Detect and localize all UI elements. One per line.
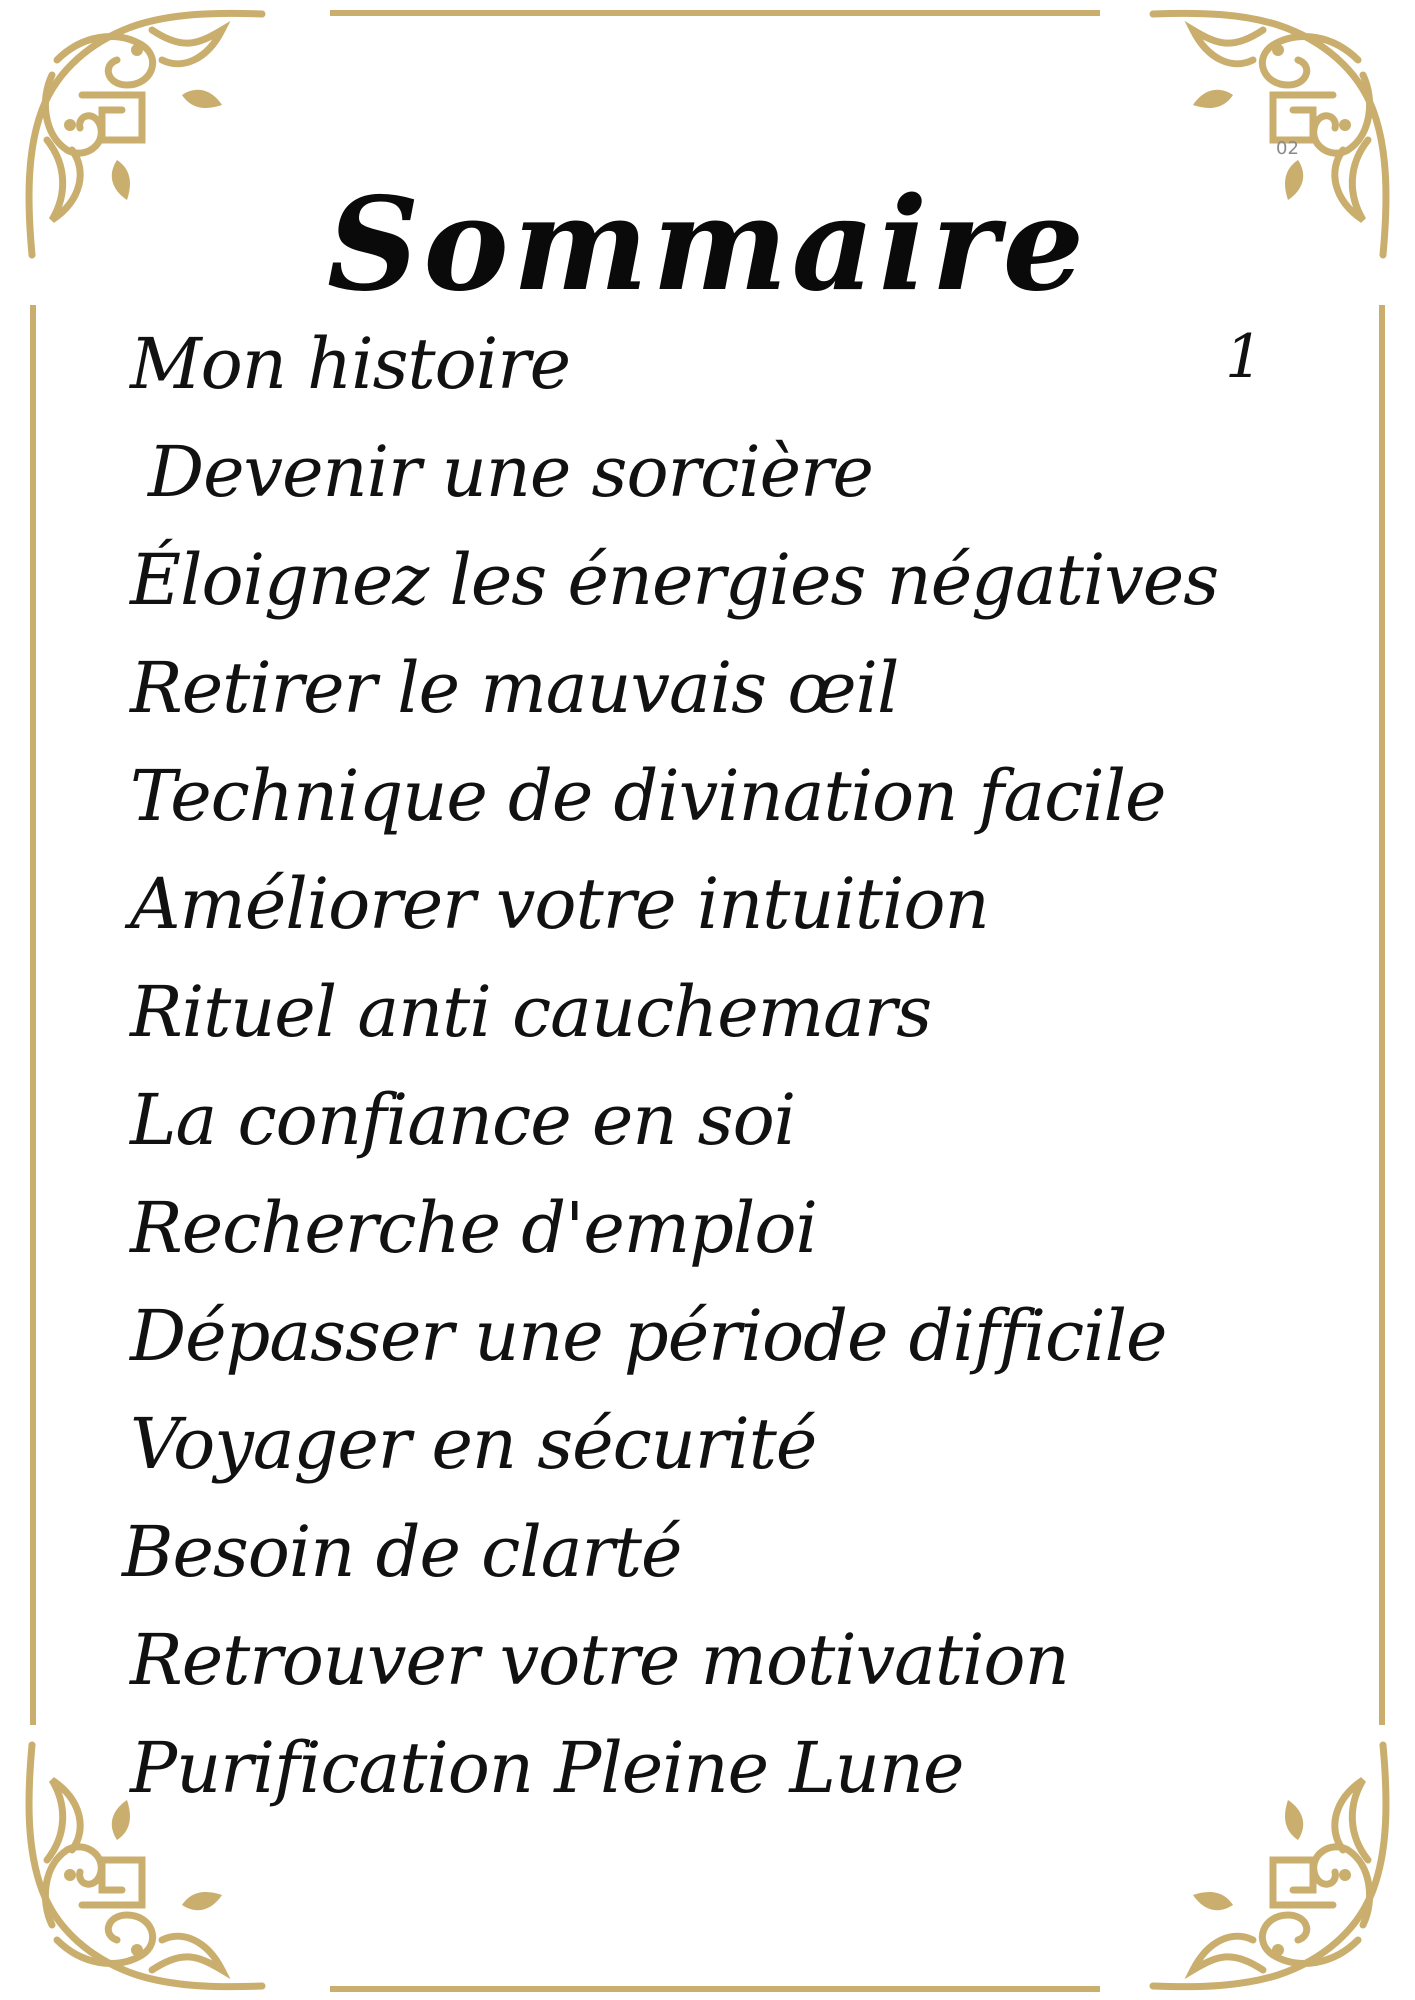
toc-entry-label: Mon histoire <box>130 323 571 405</box>
toc-entry-label: Dépasser une période difficile <box>130 1295 1167 1377</box>
toc-entry[interactable] <box>130 1390 1250 1498</box>
toc-entry[interactable] <box>130 1606 1250 1714</box>
toc-entry-page: 1 <box>1225 322 1264 392</box>
page-number: 02 <box>1276 138 1299 159</box>
frame-top-rule <box>330 10 1100 16</box>
toc-entry-label: Technique de divination facile <box>130 755 1166 837</box>
frame-right-rule <box>1379 305 1385 1725</box>
toc-entry[interactable] <box>130 1066 1250 1174</box>
toc-entry[interactable] <box>130 958 1250 1066</box>
toc-entry-label: Retrouver votre motivation <box>130 1619 1069 1701</box>
toc-entry-label: Améliorer votre intuition <box>130 863 989 945</box>
toc-entry-label: Devenir une sorcière <box>148 431 873 513</box>
table-of-contents <box>122 310 1264 1822</box>
frame-left-rule <box>30 305 36 1725</box>
toc-entry[interactable] <box>130 1714 1250 1822</box>
toc-entry-label: Voyager en sécurité <box>130 1403 817 1485</box>
toc-entry[interactable] <box>130 742 1250 850</box>
toc-entry-label: Retirer le mauvais œil <box>130 647 899 729</box>
toc-entry[interactable] <box>130 526 1250 634</box>
toc-entry[interactable] <box>130 310 1264 418</box>
toc-entry-label: Rituel anti cauchemars <box>130 971 932 1053</box>
toc-entry-label: Purification Pleine Lune <box>130 1727 964 1809</box>
toc-entry-label: La confiance en soi <box>130 1079 796 1161</box>
toc-entry[interactable] <box>130 1174 1250 1282</box>
toc-entry[interactable] <box>130 418 1250 526</box>
page-title: Sommaire <box>326 169 1089 320</box>
toc-entry[interactable] <box>130 850 1250 958</box>
toc-entry[interactable] <box>130 634 1250 742</box>
toc-entry-label: Éloignez les énergies négatives <box>130 539 1219 621</box>
toc-entry[interactable] <box>130 1282 1250 1390</box>
toc-entry-label: Besoin de clarté <box>122 1511 682 1593</box>
toc-entry-label: Recherche d'emploi <box>130 1187 817 1269</box>
toc-entry[interactable] <box>122 1498 1250 1606</box>
frame-bottom-rule <box>330 1986 1100 1992</box>
